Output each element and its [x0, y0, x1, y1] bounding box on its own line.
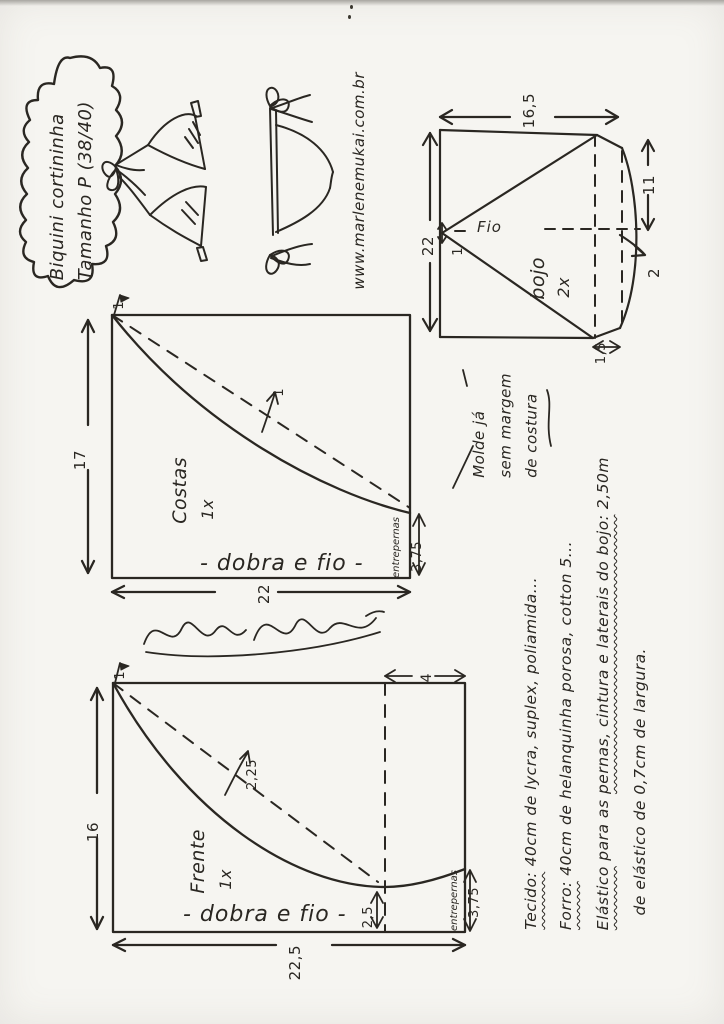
- costas-name-label: Costas: [169, 457, 191, 524]
- costas-leg-height-label: 3,75: [410, 541, 425, 572]
- costas-curve-depth-label: 1: [272, 388, 287, 397]
- title-line-1: Biquini cortininha: [47, 113, 68, 280]
- materials-elastic-line: [594, 457, 612, 930]
- frente-quantity-label: 1x: [216, 869, 235, 890]
- costas-leg-label: entrepernas: [391, 517, 402, 578]
- costas-corner-offset-label: 1: [112, 301, 127, 310]
- title-line-2: Tamanho P (38/40): [74, 100, 96, 280]
- bojo-bottom-offset-label: 1,5: [594, 341, 609, 364]
- bojo-height-label: 22: [419, 235, 437, 256]
- scan-edge-shadow: [0, 0, 724, 6]
- frente-crotch-width-label: 4: [419, 672, 435, 682]
- materials-fabric-line: [522, 577, 540, 930]
- frente-piece-drawing: [80, 655, 500, 985]
- frente-width-label: 22,5: [286, 944, 304, 980]
- materials-lining-line: [557, 541, 575, 930]
- frente-fold-label: - dobra e fio -: [183, 902, 347, 927]
- frente-height-label: 16: [84, 821, 102, 842]
- note-line-1: Molde já: [470, 410, 488, 478]
- bojo-apex-offset-label: 1: [451, 247, 466, 256]
- note-line-2: sem margem: [496, 373, 515, 478]
- frente-crotch-rise-label: 2,5: [361, 905, 376, 928]
- frente-corner-offset-label: 1: [113, 671, 128, 680]
- elastic-mid: para as: [594, 793, 612, 866]
- bikini-top-illustration: [100, 85, 250, 275]
- elastic-emphasis: pernas, cintura e laterais do bojo:: [594, 514, 612, 794]
- bojo-piece-drawing: [415, 92, 675, 375]
- elastic-value: 2,50m: [594, 456, 612, 515]
- note-line-3: de costura: [522, 393, 541, 478]
- costas-width-label: 22: [255, 583, 273, 604]
- website-url: www.marlenemukai.com.br: [350, 72, 368, 290]
- bojo-width-label: 16,5: [520, 92, 538, 128]
- costas-quantity-label: 1x: [198, 499, 217, 520]
- costas-height-label: 17: [71, 449, 89, 470]
- frente-name-label: Frente: [187, 829, 209, 894]
- ink-dot: [348, 15, 351, 19]
- lining-value: 40cm de helanquinha porosa, cotton 5...: [557, 540, 575, 882]
- bojo-side-label: 11: [640, 174, 658, 195]
- fabric-label: Tecido:: [522, 872, 540, 930]
- bojo-curve-offset-label: 2: [645, 267, 663, 278]
- elastic-label: Elástico: [594, 865, 612, 930]
- bojo-quantity-label: 2x: [554, 277, 573, 298]
- ink-dot: [350, 5, 353, 9]
- fabric-value: 40cm de lycra, suplex, poliamida...: [522, 577, 540, 873]
- costas-fold-label: - dobra e fio -: [200, 551, 364, 576]
- seam-allowance-note: [466, 373, 545, 478]
- frente-leg-height-label: 3,75: [467, 887, 482, 918]
- frente-curve-depth-label: 2,25: [245, 759, 260, 790]
- frente-leg-label: entrepernas: [449, 870, 460, 931]
- bikini-bottom-illustration: [240, 80, 350, 280]
- bojo-grain-label: Fio: [477, 218, 502, 236]
- bojo-name-label: bojo: [527, 257, 549, 300]
- lining-label: Forro:: [557, 881, 575, 930]
- materials-elastic-width-line: de elástico de 0,7cm de largura.: [631, 647, 649, 915]
- pattern-title: [44, 101, 100, 280]
